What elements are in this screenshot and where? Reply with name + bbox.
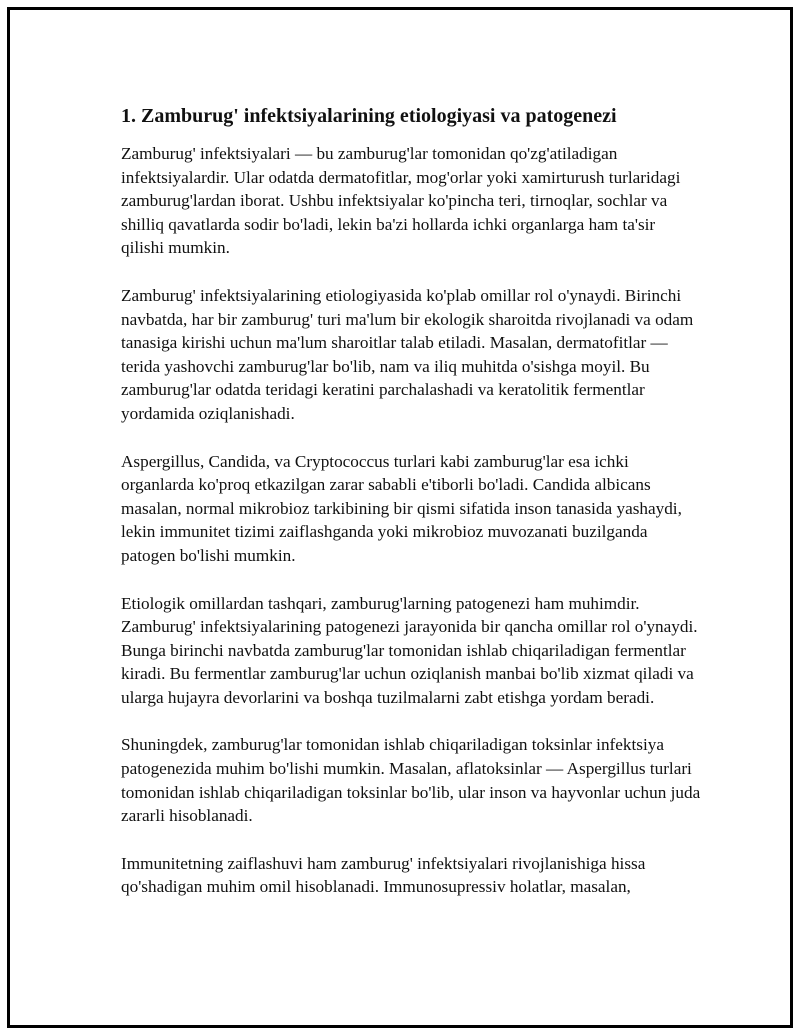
paragraph-3: Aspergillus, Candida, va Cryptococcus turlari kabi zamburug'lar esa ichki organlarda ko'proq etkazilgan zarar sababli e'tiborli bo'ladi. Candida albicans masalan, normal mikrobioz tarkibining bir qismi sifatida inson tanasida yashaydi, lekin immunitet tizimi zaiflashganda yoki mikrobioz muvozanati buzilganda patogen bo'lishi mumkin. (121, 451, 682, 565)
paragraph-4: Etiologik omillardan tashqari, zamburug'larning patogenezi ham muhimdir. Zamburug' infektsiyalarining patogenezi jarayonida bir qancha omillar rol o'ynaydi. Bunga birinchi navbatda zamburug'lar tomonidan ishlab chiqariladigan fermentlar kiradi. Bu fermentlar zamburug'lar uchun oziqlanish manbai bo'lib xizmat qiladi va ularga hujayra devorlarini va boshqa tuzilmalarni zabt etishga yordam beradi. (121, 593, 698, 707)
page-frame (7, 7, 793, 1028)
paragraph-5: Shuningdek, zamburug'lar tomonidan ishlab chiqariladigan toksinlar infektsiya patogenezida muhim bo'lishi mumkin. Masalan, aflatoksinlar — Aspergillus turlari tomonidan ishlab chiqariladigan toksinlar bo'lib, ular inson va hayvonlar uchun juda zararli hisoblanadi. (121, 735, 701, 826)
section-heading: 1. Zamburug' infektsiyalarining etiologiyasi va patogenezi (121, 105, 617, 127)
paragraph-2: Zamburug' infektsiyalarining etiologiyasida ko'plab omillar rol o'ynaydi. Birinchi navbatda, har bir zamburug' turi ma'lum bir ekologik sharoitda rivojlanadi va odam tanasiga kirishi uchun ma'lum sharoitlar talab etiladi. Masalan, dermatofitlar — terida yashovchi zamburug'lar bo'lib, nam va iliq muhitda o'sishga moyil. Bu zamburug'lar odatda teridagi keratini parchalashadi va keratolitik fermentlar yordamida oziqlanishadi. (121, 285, 694, 423)
paragraph-6: Immunitetning zaiflashuvi ham zamburug' infektsiyalari rivojlanishiga hissa qo'shadigan muhim omil hisoblanadi. Immunosupressiv holatlar, masalan, (121, 853, 646, 897)
paragraph-1: Zamburug' infektsiyalari — bu zamburug'lar tomonidan qo'zg'atiladigan infektsiyalardir. Ular odatda dermatofitlar, mog'orlar yoki xamirturush turlaridagi zamburug'lardan iborat. Ushbu infektsiyalar ko'pincha teri, tirnoqlar, sochlar va shilliq qavatlarda sodir bo'ladi, lekin ba'zi hollarda ichki organlarga ham ta'sir qilishi mumkin. (121, 144, 681, 258)
document-body (121, 102, 701, 923)
